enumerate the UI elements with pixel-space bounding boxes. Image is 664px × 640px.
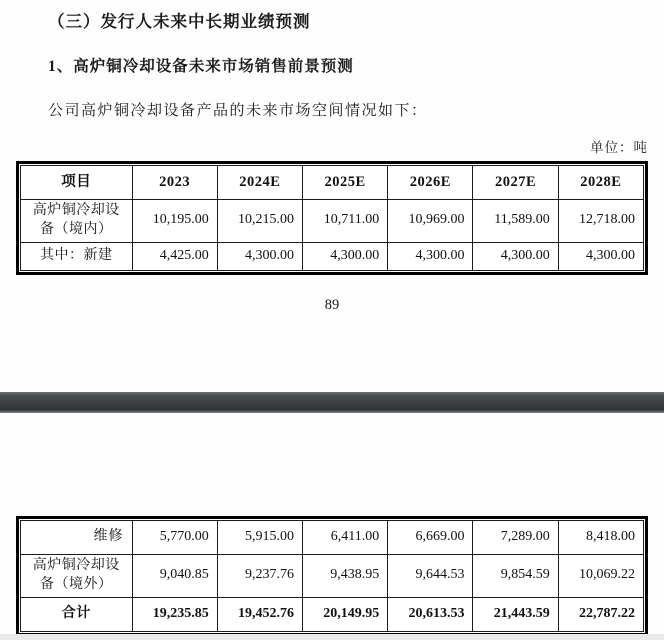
cell-value: 20,613.53 bbox=[388, 597, 473, 631]
cell-value: 19,452.76 bbox=[217, 597, 302, 631]
row-label-new-build: 其中：新建 bbox=[21, 242, 133, 270]
cell-value: 10,711.00 bbox=[303, 200, 388, 243]
intro-paragraph: 公司高炉铜冷却设备产品的未来市场空间情况如下： bbox=[48, 103, 428, 119]
cell-value: 5,915.00 bbox=[217, 521, 302, 555]
col-header-item: 项目 bbox=[21, 166, 133, 200]
table-row bbox=[21, 242, 644, 270]
row-label-domestic-equipment: 高炉铜冷却设备（境内） bbox=[21, 200, 133, 243]
page-number: 89 bbox=[324, 297, 340, 313]
table-row bbox=[21, 200, 644, 243]
cell-value: 9,040.85 bbox=[132, 555, 217, 598]
section-heading: （三）发行人未来中长期业绩预测 bbox=[48, 12, 311, 31]
cell-value: 9,644.53 bbox=[388, 555, 473, 598]
cell-value: 22,787.22 bbox=[558, 597, 643, 631]
row-label-maintenance: 维修 bbox=[21, 521, 133, 555]
cell-value: 9,438.95 bbox=[303, 555, 388, 598]
cell-value: 4,425.00 bbox=[132, 242, 217, 270]
cell-value: 4,300.00 bbox=[473, 242, 558, 270]
col-header-2026e: 2026E bbox=[388, 166, 473, 200]
forecast-table-top bbox=[16, 161, 648, 275]
cell-value: 6,411.00 bbox=[303, 521, 388, 555]
cell-value: 5,770.00 bbox=[132, 521, 217, 555]
cell-value: 9,854.59 bbox=[473, 555, 558, 598]
cell-value: 10,215.00 bbox=[217, 200, 302, 243]
cell-value: 19,235.85 bbox=[132, 597, 217, 631]
cell-value: 4,300.00 bbox=[388, 242, 473, 270]
subsection-heading: 1、高炉铜冷却设备未来市场销售前景预测 bbox=[48, 58, 354, 75]
unit-label: 单位：吨 bbox=[590, 140, 648, 155]
cell-value: 4,300.00 bbox=[303, 242, 388, 270]
table-header-row bbox=[21, 166, 644, 200]
cell-value: 6,669.00 bbox=[388, 521, 473, 555]
col-header-2025e: 2025E bbox=[303, 166, 388, 200]
cell-value: 20,149.95 bbox=[303, 597, 388, 631]
cell-value: 8,418.00 bbox=[558, 521, 643, 555]
table-row bbox=[21, 555, 644, 598]
forecast-table-bottom bbox=[16, 516, 648, 636]
cell-value: 9,237.76 bbox=[217, 555, 302, 598]
cell-value: 4,300.00 bbox=[217, 242, 302, 270]
row-label-overseas-equipment: 高炉铜冷却设备（境外） bbox=[21, 555, 133, 598]
cell-value: 11,589.00 bbox=[473, 200, 558, 243]
cell-value: 4,300.00 bbox=[558, 242, 643, 270]
cell-value: 21,443.59 bbox=[473, 597, 558, 631]
col-header-2028e: 2028E bbox=[558, 166, 643, 200]
col-header-2027e: 2027E bbox=[473, 166, 558, 200]
page-break-separator-bar bbox=[0, 392, 664, 413]
bottom-gray-strip bbox=[0, 634, 664, 640]
cell-value: 12,718.00 bbox=[558, 200, 643, 243]
cell-value: 10,069.22 bbox=[558, 555, 643, 598]
row-label-total: 合计 bbox=[21, 597, 133, 631]
cell-value: 10,969.00 bbox=[388, 200, 473, 243]
cell-value: 10,195.00 bbox=[132, 200, 217, 243]
col-header-2024e: 2024E bbox=[217, 166, 302, 200]
col-header-2023: 2023 bbox=[132, 166, 217, 200]
table-row-total bbox=[21, 597, 644, 631]
table-row bbox=[21, 521, 644, 555]
cell-value: 7,289.00 bbox=[473, 521, 558, 555]
